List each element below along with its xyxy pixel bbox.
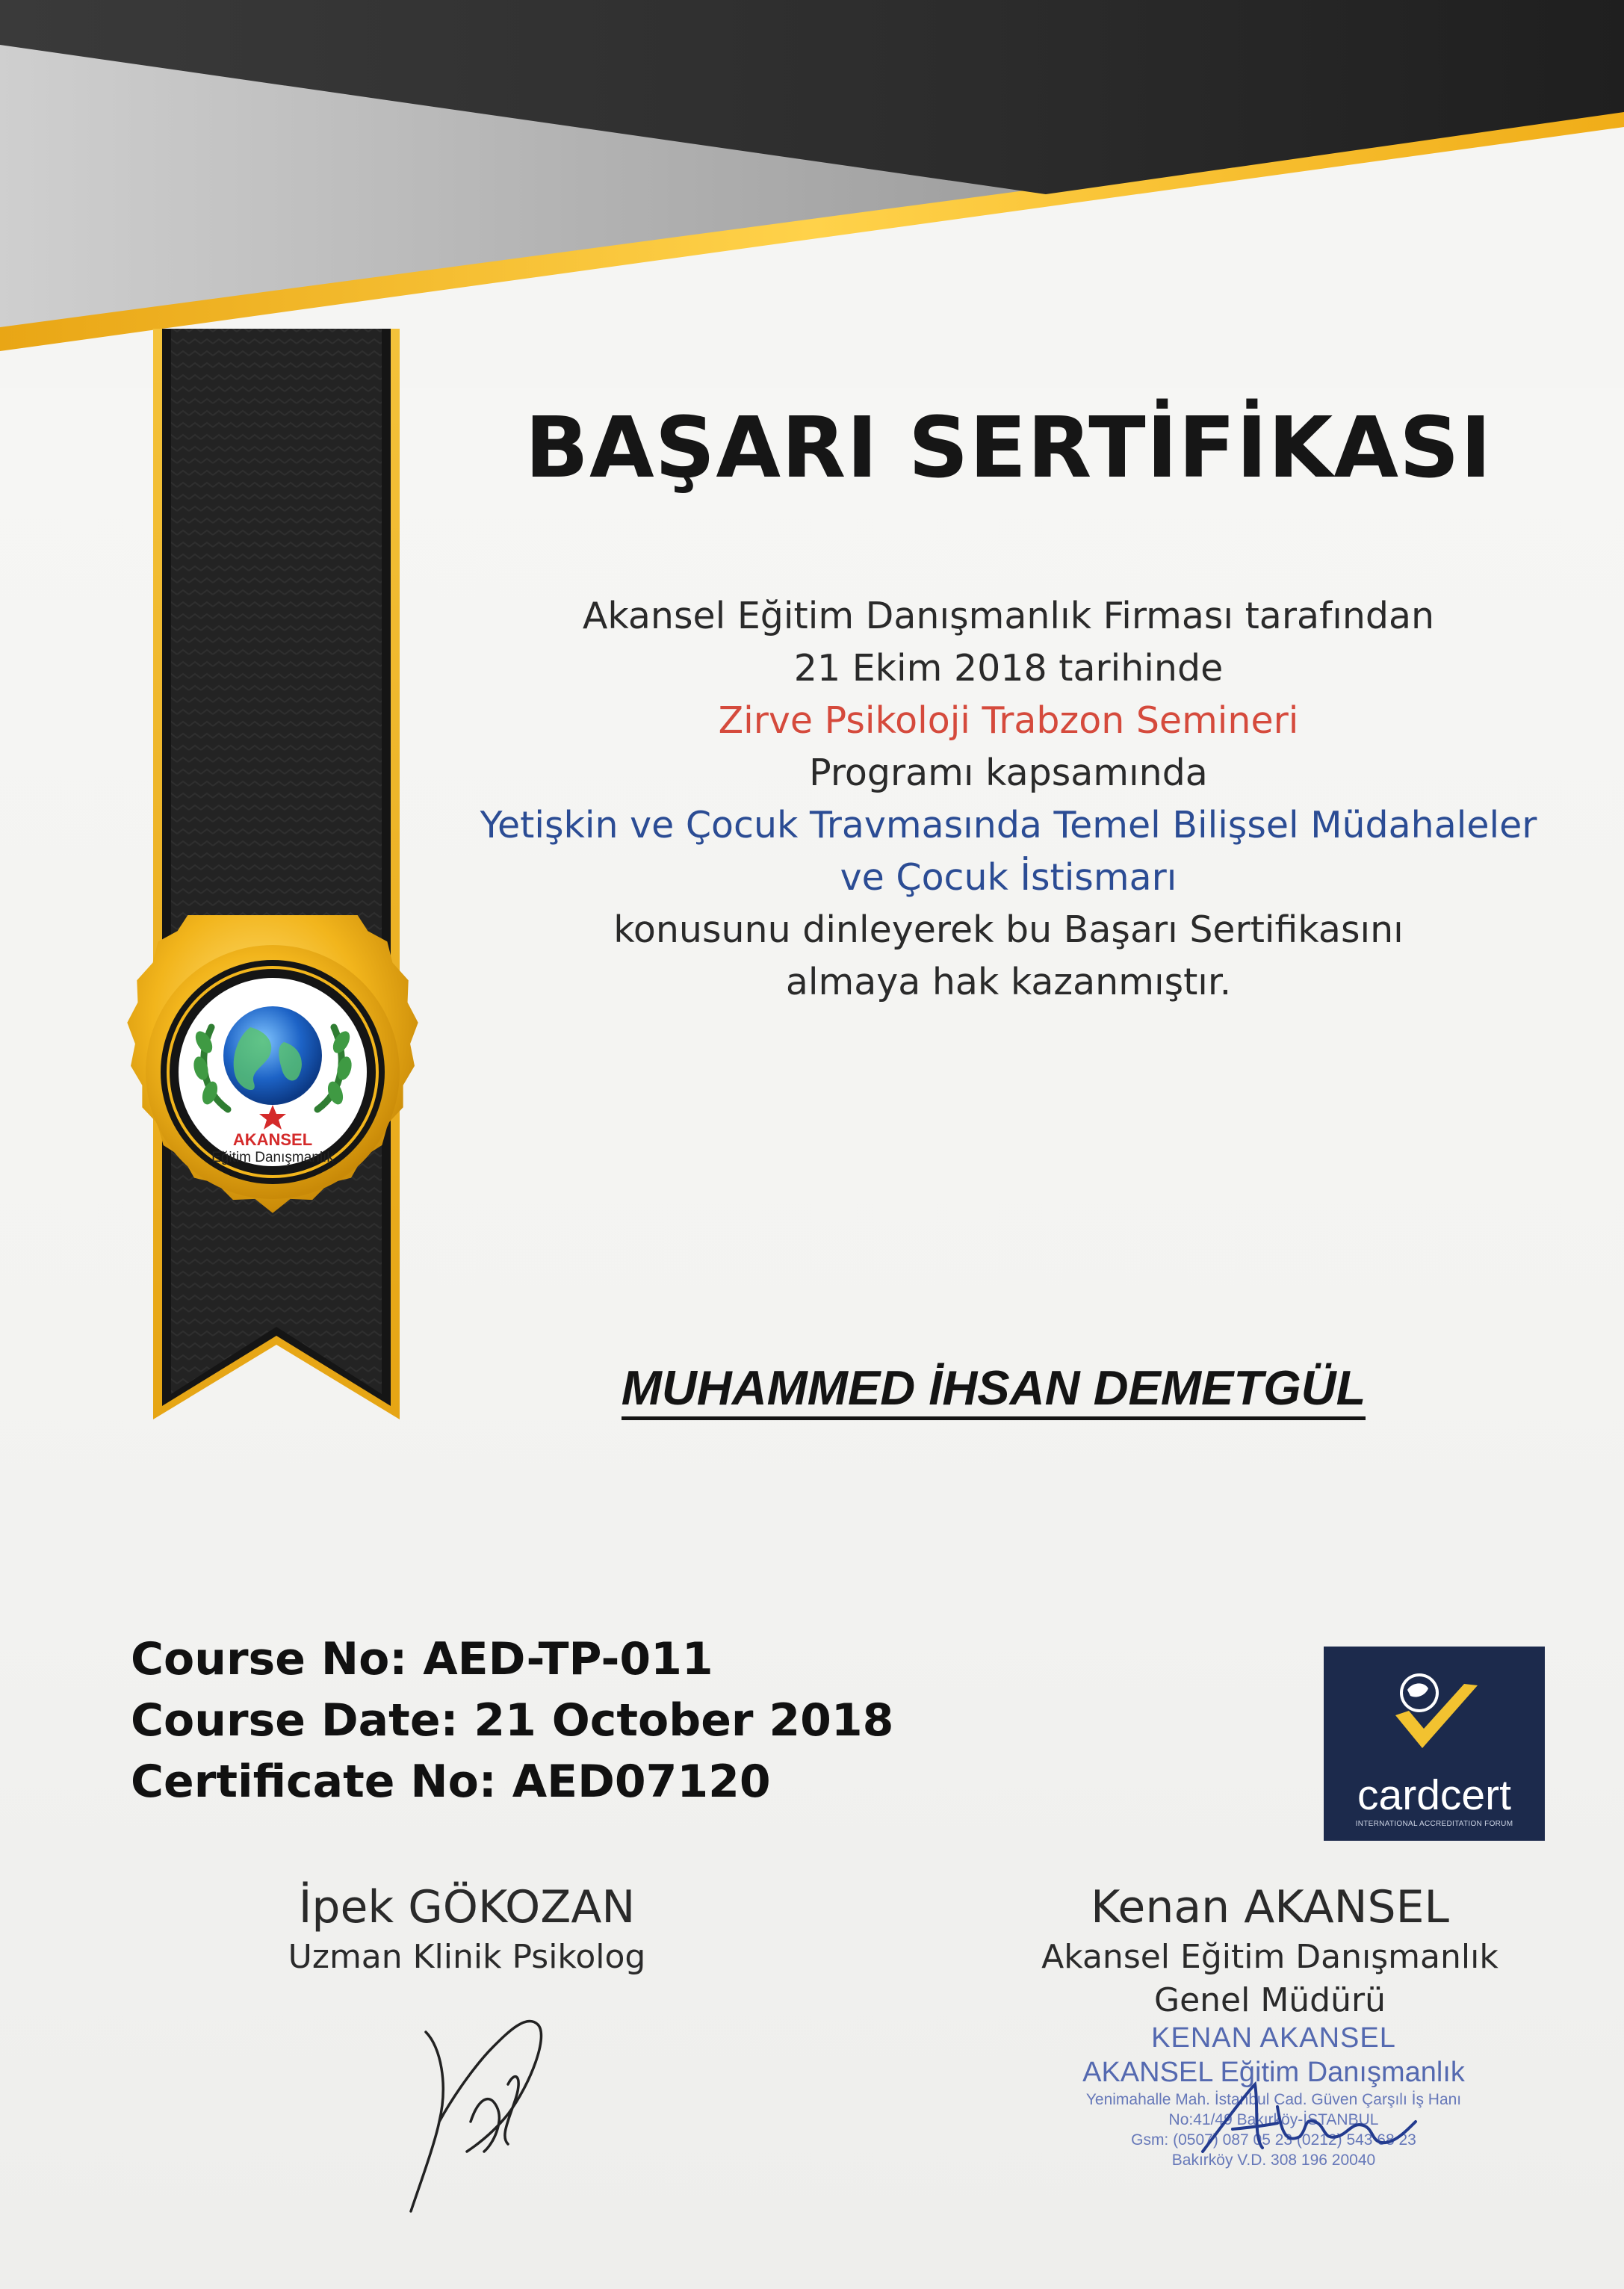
signature-left-handwriting [396,2002,560,2226]
body-line-statement-2: almaya hak kazanmıştır. [785,961,1232,1003]
signatory-left-name: İpek GÖKOZAN [298,1881,636,1933]
course-date-value: 21 October 2018 [474,1694,894,1747]
course-no-value: AED-TP-011 [423,1633,713,1685]
body-line-issuer: Akansel Eğitim Danışmanlık Firması tarafından [582,595,1435,637]
stamp-line-address-1: Yenimahalle Mah. İstanbul Cad. Güven Çarşılı İş Hanı [1085,2091,1462,2108]
certificate-title: BAŞARI SERTİFİKASI [524,400,1493,497]
cardcert-logo [1324,1647,1545,1841]
signatory-right [994,1879,1546,2022]
course-no-row [131,1629,893,1690]
ribbon-decoration [153,314,400,1434]
certificate-no-value: AED07120 [512,1756,771,1808]
body-line-event: Zirve Psikoloji Trabzon Semineri [718,699,1299,742]
cardcert-brand: cardcert [1357,1771,1511,1819]
seal-text-akansel: AKANSEL [232,1130,313,1149]
signatory-right-role-1: Akansel Eğitim Danışmanlık [1041,1938,1499,1976]
recipient-name [523,1360,1464,1416]
course-date-row [131,1690,893,1751]
akansel-seal-logo [116,915,430,1229]
course-no-label: Course No: [131,1633,408,1685]
body-line-statement-1: konusunu dinleyerek bu Başarı Sertifikasını [613,908,1404,951]
stamp-line-company: AKANSEL Eğitim Danışmanlık [1082,2057,1465,2088]
certificate-no-row [131,1751,893,1812]
signature-right-handwriting [1195,2077,1419,2166]
body-line-topic-2: ve Çocuk İstismarı [840,856,1177,899]
signatory-right-role-2: Genel Müdürü [1154,1981,1386,2019]
stamp-line-tax: Bakırköy V.D. 308 196 20040 [1171,2152,1376,2169]
cardcert-checkmark-icon [1324,1647,1545,1774]
body-line-program: Programı kapsamında [809,752,1208,794]
seal-text-subtitle: Eğitim Danışmanlık [211,1150,334,1165]
course-info [131,1629,893,1812]
stamp-line-phone: Gsm: (0507) 087 05 23 (0212) 543 68 23 [1131,2131,1416,2149]
signatory-left [224,1879,710,1979]
cardcert-subtitle: INTERNATIONAL ACCREDITATION FORUM [1355,1820,1513,1828]
recipient-name-text: MUHAMMED İHSAN DEMETGÜL [622,1360,1366,1420]
stamp-line-name: KENAN AKANSEL [1151,2022,1396,2054]
body-line-date: 21 Ekim 2018 tarihinde [793,647,1224,690]
signatory-left-role: Uzman Klinik Psikolog [288,1938,646,1976]
body-line-topic-1: Yetişkin ve Çocuk Travmasında Temel Bilişsel Müdahaleler [480,804,1537,846]
certificate-body [433,590,1584,1009]
course-date-label: Course Date: [131,1694,459,1747]
signatory-right-name: Kenan AKANSEL [1091,1881,1449,1933]
stamp-line-address-2: No:41/49 Bakırköy-İSTANBUL [1168,2111,1379,2128]
certificate-no-label: Certificate No: [131,1756,497,1808]
